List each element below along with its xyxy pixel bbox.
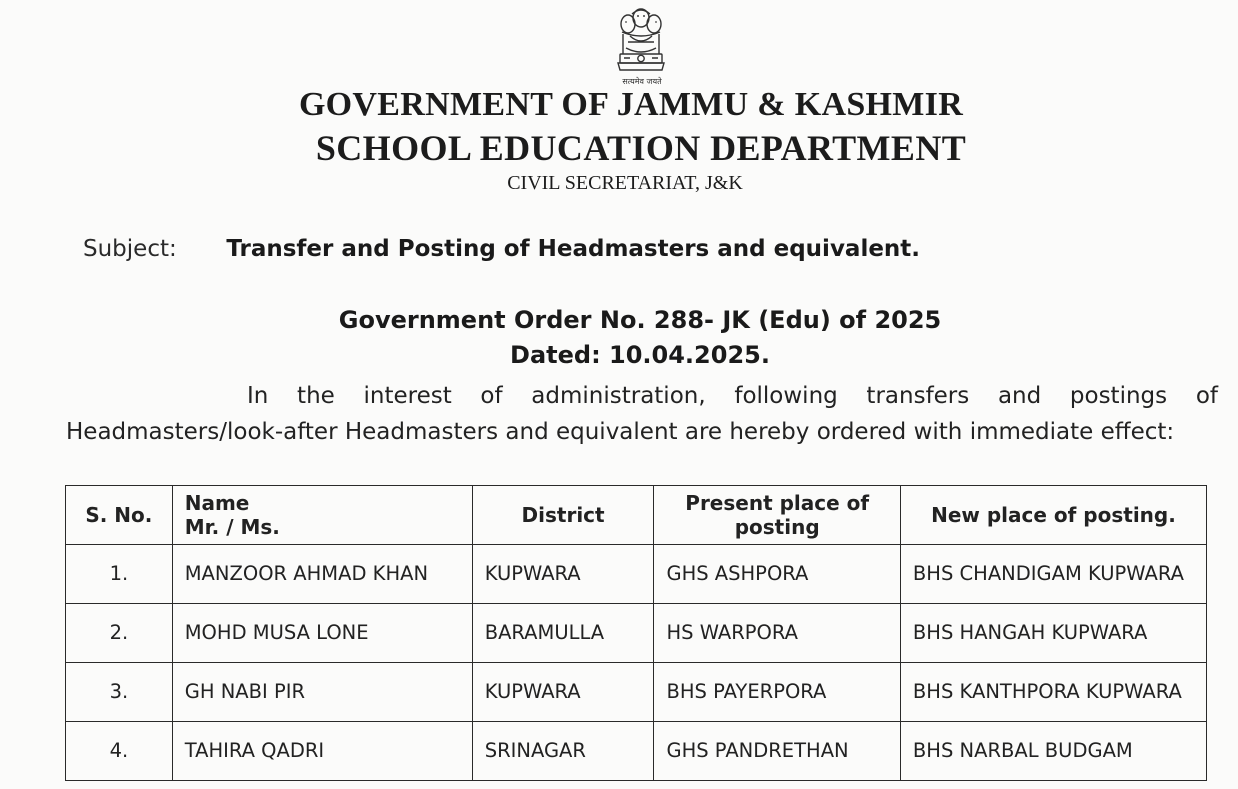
cell-name: MANZOOR AHMAD KHAN	[172, 545, 472, 604]
header-district: District	[472, 486, 654, 545]
cell-new-posting: BHS KANTHPORA KUPWARA	[900, 663, 1206, 722]
header-new-posting: New place of posting.	[900, 486, 1206, 545]
cell-sno: 1.	[66, 545, 173, 604]
cell-district: SRINAGAR	[472, 722, 654, 781]
cell-new-posting: BHS HANGAH KUPWARA	[900, 604, 1206, 663]
table-row	[66, 722, 1207, 781]
cell-sno: 3.	[66, 663, 173, 722]
header-name	[172, 486, 472, 545]
cell-present-posting: GHS ASHPORA	[654, 545, 900, 604]
cell-name: MOHD MUSA LONE	[172, 604, 472, 663]
order-number: Government Order No. 288- JK (Edu) of 2025	[338, 306, 942, 334]
cell-present-posting: GHS PANDRETHAN	[654, 722, 900, 781]
intro-paragraph: In the interest of administration, following transfers and postings of Headmasters/look-after Headmasters and equivalent are hereby ordered with immediate effect:	[66, 383, 1218, 445]
table-row	[66, 545, 1207, 604]
table-row	[66, 604, 1207, 663]
subject-label: Subject:	[83, 236, 177, 262]
subject-line	[83, 236, 920, 262]
cell-district: KUPWARA	[472, 663, 654, 722]
cell-name: TAHIRA QADRI	[172, 722, 472, 781]
postings-table	[65, 485, 1207, 781]
header-present-posting: Present place of posting	[654, 486, 900, 545]
emblem-motto: सत्यमेव जयते	[622, 77, 662, 86]
cell-district: BARAMULLA	[472, 604, 654, 663]
cell-name: GH NABI PIR	[172, 663, 472, 722]
order-date: Dated: 10.04.2025.	[510, 341, 770, 369]
table-row	[66, 663, 1207, 722]
header-sno: S. No.	[66, 486, 173, 545]
cell-sno: 4.	[66, 722, 173, 781]
header-name-line2: Mr. / Ms.	[184, 515, 280, 539]
cell-present-posting: BHS PAYERPORA	[654, 663, 900, 722]
table-header-row	[66, 486, 1207, 545]
cell-new-posting: BHS NARBAL BUDGAM	[900, 722, 1206, 781]
department-title: SCHOOL EDUCATION DEPARTMENT	[315, 128, 967, 168]
cell-sno: 2.	[66, 604, 173, 663]
header-name-line1: Name	[184, 491, 250, 515]
government-title: GOVERNMENT OF JAMMU & KASHMIR	[298, 86, 964, 123]
cell-present-posting: HS WARPORA	[654, 604, 900, 663]
cell-district: KUPWARA	[472, 545, 654, 604]
cell-new-posting: BHS CHANDIGAM KUPWARA	[900, 545, 1206, 604]
office-address: CIVIL SECRETARIAT, J&K	[507, 172, 743, 194]
subject-text: Transfer and Posting of Headmasters and equivalent.	[226, 236, 921, 262]
